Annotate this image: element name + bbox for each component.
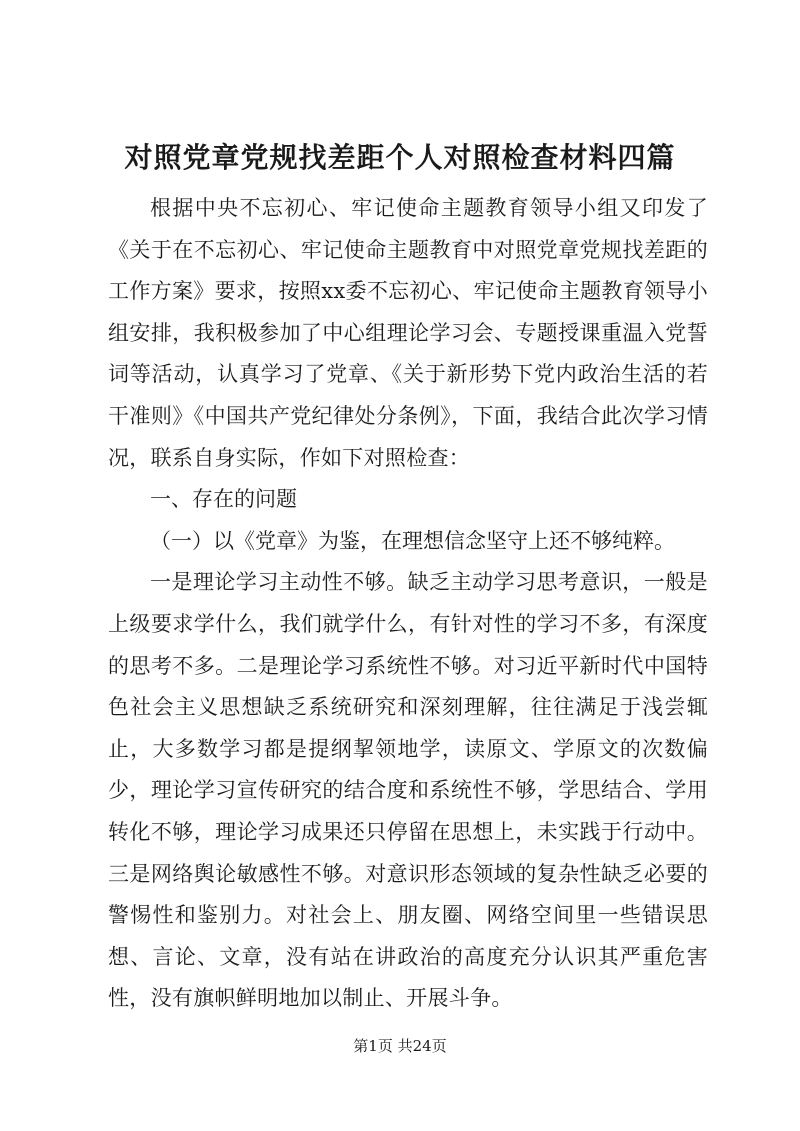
document-title: 对照党章党规找差距个人对照检查材料四篇 bbox=[124, 141, 676, 174]
document-body bbox=[108, 188, 708, 1020]
section-heading: 一、存在的问题 bbox=[150, 487, 297, 512]
body-paragraph: 一是理论学习主动性不够。缺乏主动学习思考意识，一般是上级要求学什么，我们就学什么，有针对性的学习不多，有深度的思考不多。二是理论学习系统性不够。对习近平新时代中国特色社会主义思想缺乏系统研究和深刻理解，往往满足于浅尝辄止，大多数学习都是提纲挈领地学，读原文、学原文的次数偏少，理论学习宣传研究的结合度和系统性不够，学思结合、学用转化不够，理论学习成果还只停留在思想上，未实践于行动中。三是网络舆论敏感性不够。对意识形态领域的复杂性缺乏必要的警惕性和鉴别力。对社会上、朋友圈、网络空间里一些错误思想、言论、文章，没有站在讲政治的高度充分认识其严重危害性，没有旗帜鲜明地加以制止、开展斗争。 bbox=[108, 570, 708, 1011]
subsection-heading: （一）以《党章》为鉴，在理想信念坚守上还不够纯粹。 bbox=[150, 528, 675, 553]
intro-paragraph: 根据中央不忘初心、牢记使命主题教育领导小组又印发了《关于在不忘初心、牢记使命主题教育中对照党章党规找差距的工作方案》要求，按照xx委不忘初心、牢记使命主题教育领导小组安排，我积极参加了中心组理论学习会、专题授课重温入党誓词等活动，认真学习了党章、《关于新形势下党内政治生活的若干准则》《中国共产党纪律处分条例》，下面，我结合此次学习情况，联系自身实际，作如下对照检查： bbox=[108, 196, 708, 470]
page-footer: 第1页 共24页 bbox=[353, 1037, 447, 1055]
